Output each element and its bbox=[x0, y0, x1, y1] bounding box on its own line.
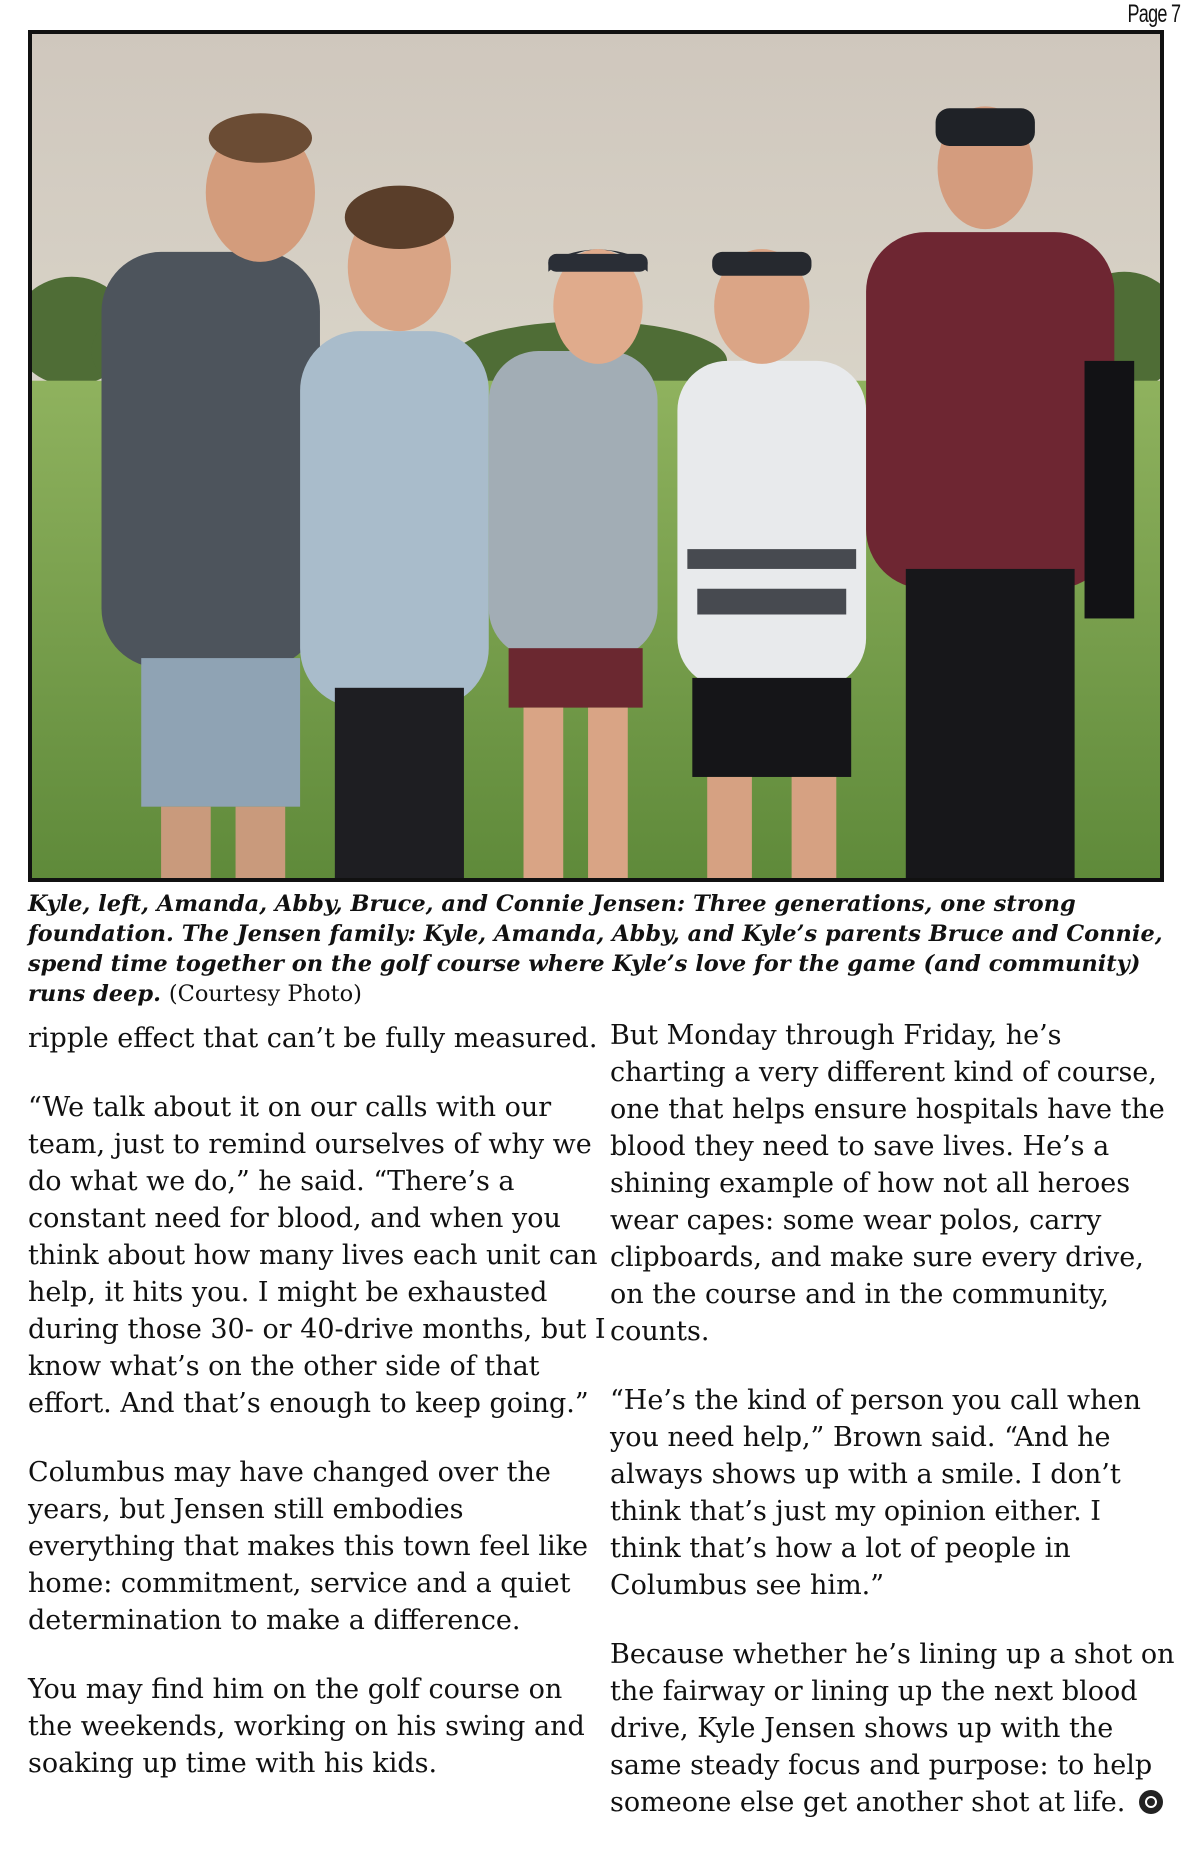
paragraph: But Monday through Friday, he’s charting a very different kind of course, one that helps ensure hospitals have the blood they need to save lives. He’s a shining example of how not all heroes wear capes: some wear polos, carry clipboards, and make sure every drive, on the course and in the community, counts. bbox=[610, 1020, 1165, 1347]
page-number: Page 7 bbox=[1127, 0, 1180, 28]
paragraph: “He’s the kind of person you call when you need help,” Brown said. “And he always shows up with a smile. I don’t think that’s just my opinion either. I think that’s how a lot of people in Columbus see him.” bbox=[610, 1385, 1141, 1601]
paragraph-final-text: Because whether he’s lining up a shot on the fairway or lining up the next blood drive, Kyle Jensen shows up with the same steady focus and purpose: to help someone else get another shot at life. bbox=[610, 1639, 1175, 1818]
paragraph: Columbus may have changed over the years, but Jensen still embodies everything that makes this town feel like home: commitment, service and a quiet determination to make a difference. bbox=[28, 1457, 589, 1636]
caption-text: Kyle, left, Amanda, Abby, Bruce, and Connie Jensen: Three generations, one strong foundation. The Jensen family: Kyle, Amanda, Abby, and Kyle’s parents Bruce and Connie, spend time together on the golf course where Kyle’s love for the game (and community) runs deep. bbox=[28, 891, 1163, 1007]
article-column-right bbox=[610, 1017, 1180, 1853]
article-column-left bbox=[28, 1020, 608, 1814]
photo-credit: (Courtesy Photo) bbox=[168, 981, 362, 1007]
photo-caption bbox=[28, 889, 1178, 1009]
paragraph: “We talk about it on our calls with our team, just to remind ourselves of why we do what we do,” he said. “There’s a constant need for blood, and when you think about how many lives each unit can help, it hits you. I might be exhausted during those 30- or 40-drive months, but I know what’s on the other side of that effort. And that’s enough to keep going.” bbox=[28, 1092, 606, 1419]
family-photo bbox=[28, 30, 1164, 882]
end-of-story-icon bbox=[1139, 1790, 1163, 1814]
paragraph: You may find him on the golf course on the weekends, working on his swing and soaking up time with his kids. bbox=[28, 1674, 585, 1779]
paragraph: ripple effect that can’t be fully measured. bbox=[28, 1023, 598, 1054]
paragraph-final bbox=[610, 1636, 1180, 1821]
photo-illustration bbox=[32, 34, 1160, 878]
